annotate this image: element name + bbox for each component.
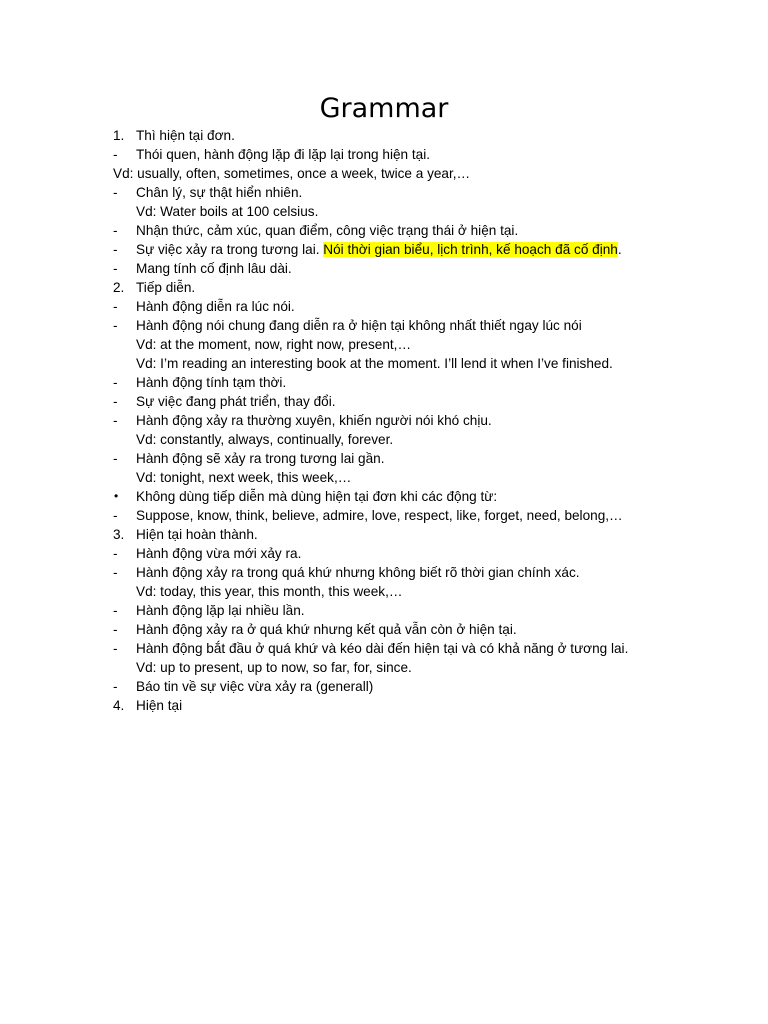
line-text-main: Nhận thức, cảm xúc, quan điểm, công việc trạng thái ở hiện tại. [136, 223, 519, 238]
line-text [136, 392, 336, 411]
list-number: 4. [113, 698, 125, 713]
document-line [0, 354, 768, 373]
document-line [0, 544, 768, 563]
dash-marker: - [113, 546, 118, 561]
line-text-main: Hành động tính tạm thời. [136, 375, 287, 390]
document-line [0, 373, 768, 392]
line-text [136, 696, 182, 715]
line-text-main: Vd: I’m reading an interesting book at the moment. I’ll lend it when I’ve finished. [136, 356, 613, 371]
document-line [0, 487, 768, 506]
document-line [0, 601, 768, 620]
document-line [0, 411, 768, 430]
line-text-main: Hành động lặp lại nhiều lần. [136, 603, 305, 618]
dash-marker: - [113, 508, 118, 523]
document-line [0, 430, 768, 449]
line-text [136, 506, 623, 525]
document-line [0, 202, 768, 221]
line-text [136, 335, 411, 354]
line-text-main: Vd: usually, often, sometimes, once a week, twice a year,… [113, 166, 471, 181]
document-line [0, 582, 768, 601]
line-text-main: Hành động xảy ra ở quá khứ nhưng kết quả vẫn còn ở hiện tại. [136, 622, 517, 637]
document-line [0, 259, 768, 278]
line-text [136, 183, 302, 202]
line-text [136, 658, 412, 677]
document-line [0, 677, 768, 696]
line-text-main: Sự việc xảy ra trong tương lai. [136, 242, 324, 257]
highlighted-text: Nói thời gian biểu, lịch trình, kế hoạch đã cố định [323, 242, 618, 257]
document-line [0, 126, 768, 145]
document-body [0, 126, 768, 715]
document-line [0, 525, 768, 544]
line-text-main: Vd: today, this year, this month, this week,… [136, 584, 403, 599]
line-text-main: Tiếp diễn. [136, 280, 196, 295]
line-text [136, 221, 518, 240]
document-line [0, 468, 768, 487]
line-text [136, 354, 613, 373]
line-text [136, 582, 402, 601]
dash-marker: - [113, 641, 118, 656]
dash-marker: - [113, 261, 118, 276]
line-text [136, 259, 292, 278]
dash-marker: - [113, 185, 118, 200]
line-text [136, 278, 195, 297]
line-text-main: Vd: tonight, next week, this week,… [136, 470, 352, 485]
line-text [136, 240, 622, 259]
dash-marker: - [113, 242, 118, 257]
document-line [0, 449, 768, 468]
document-line [0, 240, 768, 259]
line-text-main: Mang tính cố định lâu dài. [136, 261, 292, 276]
document-line [0, 696, 768, 715]
line-text [136, 677, 373, 696]
list-number: 3. [113, 527, 125, 542]
dash-marker: - [113, 318, 118, 333]
document-line [0, 145, 768, 164]
line-text-main: Thói quen, hành động lặp đi lặp lại trong hiện tại. [136, 147, 430, 162]
line-text-main: Thì hiện tại đơn. [136, 128, 235, 143]
line-text-trailing: . [617, 242, 622, 257]
document-line [0, 392, 768, 411]
line-text [136, 297, 295, 316]
line-text [136, 601, 305, 620]
line-text-main: Hành động sẽ xảy ra trong tương lai gần. [136, 451, 385, 466]
line-text-main: Hành động vừa mới xảy ra. [136, 546, 302, 561]
document-line [0, 164, 768, 183]
line-text-main: Vd: constantly, always, continually, forever. [136, 432, 394, 447]
document-line [0, 278, 768, 297]
document-line [0, 620, 768, 639]
line-text-main: Hành động xảy ra thường xuyên, khiến người nói khó chịu. [136, 413, 492, 428]
list-number: 2. [113, 280, 125, 295]
line-text-main: Hành động nói chung đang diễn ra ở hiện tại không nhất thiết ngay lúc nói [136, 318, 582, 333]
document-line [0, 221, 768, 240]
line-text-main: Chân lý, sự thật hiển nhiên. [136, 185, 303, 200]
page-title: Grammar [319, 93, 449, 124]
line-text [113, 164, 470, 183]
dash-marker: - [113, 394, 118, 409]
line-text-main: Hiện tại hoàn thành. [136, 527, 258, 542]
line-text [136, 639, 628, 658]
line-text-main: Hành động bắt đầu ở quá khứ và kéo dài đến hiện tại và có khả năng ở tương lai. [136, 641, 629, 656]
document-line [0, 506, 768, 525]
line-text-main: Hành động diễn ra lúc nói. [136, 299, 295, 314]
dash-marker: - [113, 375, 118, 390]
dash-marker: - [113, 679, 118, 694]
line-text [136, 316, 582, 335]
line-text [136, 145, 430, 164]
line-text [136, 487, 497, 506]
line-text [136, 373, 286, 392]
line-text [136, 430, 393, 449]
line-text-main: Hiện tại [136, 698, 183, 713]
document-line [0, 563, 768, 582]
document-line [0, 297, 768, 316]
dash-marker: - [113, 622, 118, 637]
dash-marker: - [113, 565, 118, 580]
line-text [136, 468, 351, 487]
dash-marker: - [113, 299, 118, 314]
dash-marker: - [113, 451, 118, 466]
line-text-main: Vd: at the moment, now, right now, present,… [136, 337, 412, 352]
document-line [0, 335, 768, 354]
dash-marker: - [113, 147, 118, 162]
line-text-main: Không dùng tiếp diễn mà dùng hiện tại đơn khi các động từ: [136, 489, 498, 504]
document-line [0, 639, 768, 658]
document-line [0, 658, 768, 677]
line-text-main: Báo tin về sự việc vừa xảy ra (generall) [136, 679, 374, 694]
line-text [136, 202, 318, 221]
dash-marker: - [113, 413, 118, 428]
line-text [136, 126, 235, 145]
line-text [136, 620, 517, 639]
line-text-main: Vd: Water boils at 100 celsius. [136, 204, 319, 219]
line-text-main: Sự việc đang phát triển, thay đổi. [136, 394, 336, 409]
line-text-main: Hành động xảy ra trong quá khứ nhưng không biết rõ thời gian chính xác. [136, 565, 580, 580]
line-text [136, 544, 301, 563]
line-text-main: Vd: up to present, up to now, so far, for, since. [136, 660, 412, 675]
dash-marker: - [113, 603, 118, 618]
bullet-marker: • [114, 489, 119, 503]
line-text [136, 525, 258, 544]
list-number: 1. [113, 128, 125, 143]
line-text [136, 449, 385, 468]
document-line [0, 316, 768, 335]
line-text [136, 563, 580, 582]
document-line [0, 183, 768, 202]
line-text-main: Suppose, know, think, believe, admire, love, respect, like, forget, need, belong,… [136, 508, 623, 523]
line-text [136, 411, 492, 430]
dash-marker: - [113, 223, 118, 238]
